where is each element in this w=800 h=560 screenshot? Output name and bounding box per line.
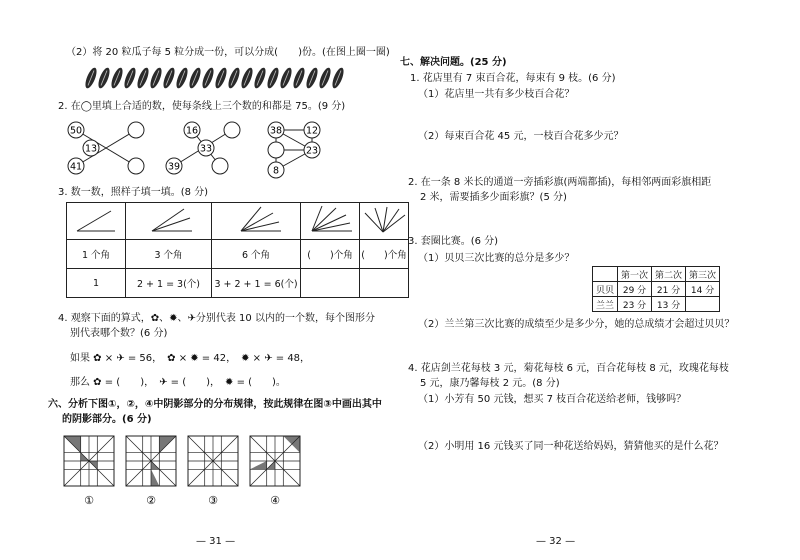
angles-table <box>66 202 409 298</box>
section7-title: 七、解决问题。(25 分) <box>400 57 507 68</box>
angles-calc-2: 2 + 1 = 3(个) <box>126 269 212 298</box>
scores-header-2: 第二次 <box>652 267 686 282</box>
scores-name-lanlan: 兰兰 <box>593 297 618 312</box>
pattern-fig-2 <box>126 436 176 486</box>
scores-beibei-3: 14 分 <box>686 282 720 297</box>
puzzle3-middle-right: 23 <box>305 145 319 157</box>
angles-calc-4 <box>301 269 360 298</box>
r-q4-line1: 4. 花店剑兰花每枝 3 元，菊花每枝 6 元，百合花每枝 8 元，玫瑰花每枝 <box>408 363 729 374</box>
fig-label-1: ① <box>84 494 94 507</box>
r-q3-part2: （2）兰兰第三次比赛的成绩至少是多少分，她的总成绩才会超过贝贝？ <box>418 319 735 330</box>
scores-lanlan-1: 23 分 <box>618 297 652 312</box>
scores-name-beibei: 贝贝 <box>593 282 618 297</box>
angles-count-4: ( )个角 <box>301 240 360 269</box>
fig-label-2: ② <box>146 494 156 507</box>
melon-seed <box>84 66 99 89</box>
puzzle3-top-left: 38 <box>269 125 283 137</box>
scores-header-1: 第一次 <box>618 267 652 282</box>
melon-seed <box>187 66 203 89</box>
angles-calc-3: 3 + 2 + 1 = 6(个) <box>212 269 301 298</box>
r-q3-text: 3. 套圈比赛。(6 分) <box>408 236 499 247</box>
fig-label-3: ③ <box>208 494 218 507</box>
angle-fig-5 <box>360 203 409 240</box>
melon-seed <box>148 66 164 89</box>
puzzle2-center: 33 <box>199 143 213 155</box>
scores-beibei-2: 21 分 <box>652 282 686 297</box>
melon-seed <box>304 66 320 89</box>
puzzle1-top-left: 50 <box>69 125 83 137</box>
section6-title-line1: 六、分析下图①，②，④中阴影部分的分布规律，按此规律在图③中画出其中 <box>48 399 382 410</box>
angle-fig-2 <box>126 203 212 240</box>
melon-seed <box>200 66 216 89</box>
puzzle1-center: 13 <box>84 143 98 155</box>
r-q3-part1: （1）贝贝三次比赛的总分是多少？ <box>418 253 575 264</box>
angles-count-3: 6 个角 <box>212 240 301 269</box>
scores-lanlan-3 <box>686 297 720 312</box>
r-q2-line2: 2 米，需要插多少面彩旗？(5 分) <box>420 192 567 203</box>
angle-fig-1 <box>67 203 126 240</box>
r-q4-part1: （1）小芳有 50 元钱，想买 7 枝百合花送给老师，钱够吗？ <box>418 394 687 405</box>
melon-seed <box>330 66 346 89</box>
melon-seed <box>109 66 125 89</box>
circle-puzzle-3 <box>262 118 332 180</box>
puzzle3-top-right: 12 <box>305 125 319 137</box>
angle-fig-4 <box>301 203 360 240</box>
angles-count-2: 3 个角 <box>126 240 212 269</box>
q4-symbols-line2: 别代表哪个数？(6 分) <box>70 328 168 339</box>
r-q1-part1: （1）花店里一共有多少枝百合花？ <box>418 89 575 100</box>
angles-count-1: 1 个角 <box>67 240 126 269</box>
puzzle2-top: 16 <box>185 125 199 137</box>
melon-seed <box>239 66 255 89</box>
section6-title-line2: 的阴影部分。(6 分) <box>62 414 152 425</box>
melon-seed <box>122 66 138 89</box>
melon-seeds-figure <box>84 65 354 91</box>
shaded-pattern-figures <box>60 432 350 520</box>
melon-seed <box>265 66 281 89</box>
melon-seed <box>252 66 268 89</box>
angles-calc-5 <box>360 269 409 298</box>
puzzle3-bottom-left: 8 <box>272 165 280 177</box>
q-fill-circles-text: 2. 在◯里填上合适的数，使每条线上三个数的和都是 75。(9 分) <box>58 101 346 112</box>
angle-fig-3 <box>212 203 301 240</box>
q4-symbols-line1: 4. 观察下面的算式，✿、✹、✈分别代表 10 以内的一个数，每个图形分 <box>58 313 375 324</box>
melon-seed <box>174 66 190 89</box>
fig-label-4: ④ <box>270 494 280 507</box>
r-q1-part2: （2）每束百合花 45 元，一枝百合花多少元？ <box>418 131 624 142</box>
r-q4-part2: （2）小明用 16 元钱买了同一种花送给妈妈，猜猜他买的是什么花？ <box>418 441 724 452</box>
melon-seed <box>161 66 177 89</box>
angles-calc-1: 1 <box>67 269 126 298</box>
circle-puzzle-2 <box>160 118 248 176</box>
q2-seeds-text: （2）将 20 粒瓜子每 5 粒分成一份，可以分成( )份。(在图上圈一圈) <box>66 47 390 58</box>
page-number-left: — 31 — <box>196 536 236 547</box>
puzzle1-bottom-left: 41 <box>69 161 83 173</box>
melon-seed <box>213 66 229 89</box>
melon-seed <box>135 66 151 89</box>
melon-seed <box>226 66 242 89</box>
q4-symbols-answers: 那么 ✿ = ( )， ✈ = ( )， ✹ = ( )。 <box>70 377 286 388</box>
scores-table <box>592 266 720 312</box>
page-number-right: — 32 — <box>536 536 576 547</box>
r-q4-line2: 5 元，康乃馨每枝 2 元。(8 分) <box>420 378 560 389</box>
scores-header-0 <box>593 267 618 282</box>
circle-puzzle-1 <box>62 118 150 176</box>
pattern-fig-3[interactable] <box>188 436 238 486</box>
q4-symbols-equations: 如果 ✿ × ✈ = 56， ✿ × ✹ = 42， ✹ × ✈ = 48， <box>70 353 311 364</box>
melon-seed <box>96 66 112 89</box>
r-q2-line1: 2. 在一条 8 米长的通道一旁插彩旗(两端都插)，每相邻两面彩旗相距 <box>408 177 712 188</box>
pattern-fig-1 <box>64 436 114 486</box>
scores-lanlan-2: 13 分 <box>652 297 686 312</box>
melon-seed <box>278 66 294 89</box>
melon-seed <box>317 66 333 89</box>
melon-seed <box>291 66 307 89</box>
puzzle2-bottom-left: 39 <box>167 161 181 173</box>
pattern-fig-4 <box>250 436 300 486</box>
scores-header-3: 第三次 <box>686 267 720 282</box>
q3-count-angles-text: 3. 数一数，照样子填一填。(8 分) <box>58 187 209 198</box>
scores-beibei-1: 29 分 <box>618 282 652 297</box>
angles-count-5: ( )个角 <box>360 240 409 269</box>
r-q1-text: 1. 花店里有 7 束百合花，每束有 9 枝。(6 分) <box>410 73 616 84</box>
